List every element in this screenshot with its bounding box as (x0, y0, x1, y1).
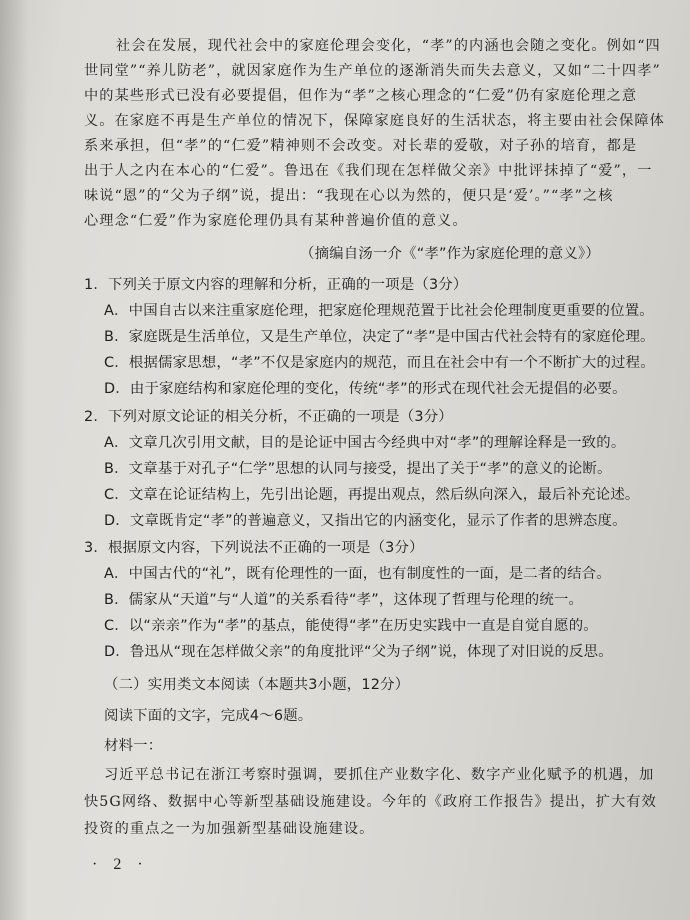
question-1-option-d: D．由于家庭结构和家庭伦理的变化，传统“孝”的形式在现代社会无提倡的必要。 (104, 381, 627, 397)
question-2-option-c: C．文章在论证结构上，先引出论题，再提出观点，然后纵向深入，最后补充论述。 (104, 487, 640, 503)
material-line: 快5G网络、数据中心等新型基础设施建设。今年的《政府工作报告》提出，扩大有效 (84, 794, 657, 810)
passage-source: （摘编自汤一介《“孝”作为家庭伦理的意义》） (300, 246, 600, 262)
question-3-option-b: B．儒家从“天道”与“人道”的关系看待“孝”，这体现了哲理与伦理的统一。 (104, 592, 584, 608)
question-1-option-a: A．中国自古以来注重家庭伦理，把家庭伦理规范置于比社会伦理制度更重要的位置。 (104, 303, 654, 319)
question-2-option-a: A．文章几次引用文献，目的是论证中国古今经典中对“孝”的理解诠释是一致的。 (104, 435, 626, 451)
passage-line: 中的某些形式已没有必要提倡，但作为“孝”之核心理念的“仁爱”仍有家庭伦理之意 (84, 88, 638, 104)
page-number: · 2 · (92, 856, 149, 873)
question-3-option-c: C．以“亲亲”作为“孝”的基点，能使得“孝”在历史实践中一直是自觉自愿的。 (104, 618, 598, 634)
passage-line: 系来承担，但“孝”的“仁爱”精神则不会改变。对长辈的爱敬，对子孙的培育，都是 (84, 138, 638, 154)
question-2-option-d: D．文章既肯定“孝”的普遍意义，又指出它的内涵变化，显示了作者的思辨态度。 (104, 513, 627, 529)
passage-line: 义。在家庭不再是生产单位的情况下，保障家庭良好的生活状态，将主要由社会保障体 (84, 113, 665, 129)
question-2-stem: 2．下列对原文论证的相关分析，不正确的一项是（3分） (84, 409, 453, 425)
passage-line: 味说“恩”的“父为子纲”说，提出：“我现在心以为然的，便只是‘爱’。”“孝”之核 (84, 188, 614, 204)
page-edge-shadow (0, 0, 28, 920)
section-heading: （二）实用类文本阅读（本题共3小题，12分） (104, 677, 410, 693)
question-1-option-c: C．根据儒家思想，“孝”不仅是家庭内的规范，而且在社会中有一个不断扩大的过程。 (104, 355, 655, 371)
section-instruction: 阅读下面的文字，完成4～6题。 (104, 708, 313, 724)
question-2-option-b: B．文章基于对孔子“仁学”思想的认同与接受，提出了关于“孝”的意义的论断。 (104, 461, 612, 477)
question-3-stem: 3．根据原文内容，下列说法不正确的一项是（3分） (84, 540, 424, 556)
material-label: 材料一： (104, 738, 163, 754)
question-3-option-a: A．中国古代的“礼”，既有伦理性的一面，也有制度性的一面，是二者的结合。 (104, 566, 611, 582)
material-line: 习近平总书记在浙江考察时强调，要抓住产业数字化、数字产业化赋予的机遇，加 (104, 767, 655, 783)
passage-line: 心理念“仁爱”作为家庭伦理仍具有某种普遍价值的意义。 (84, 213, 468, 229)
passage-line: 社会在发展，现代社会中的家庭伦理会变化，“孝”的内涵也会随之变化。例如“四 (116, 38, 661, 54)
material-line: 投资的重点之一为加强新型基础设施建设。 (84, 821, 375, 837)
passage-line: 世同堂”“养儿防老”，就因家庭作为生产单位的逐渐消失而失去意义，又如“二十四孝” (84, 63, 661, 79)
question-1-stem: 1．下列关于原文内容的理解和分析，正确的一项是（3分） (84, 277, 468, 293)
passage-line: 出于人之内在本心的“仁爱”。鲁迅在《我们现在怎样做父亲》中批评抹掉了“爱”，一 (84, 163, 653, 179)
question-1-option-b: B．家庭既是生活单位，又是生产单位，决定了“孝”是中国古代社会特有的家庭伦理。 (104, 329, 655, 345)
question-3-option-d: D．鲁迅从“现在怎样做父亲”的角度批评“父为子纲”说，体现了对旧说的反思。 (104, 644, 613, 660)
